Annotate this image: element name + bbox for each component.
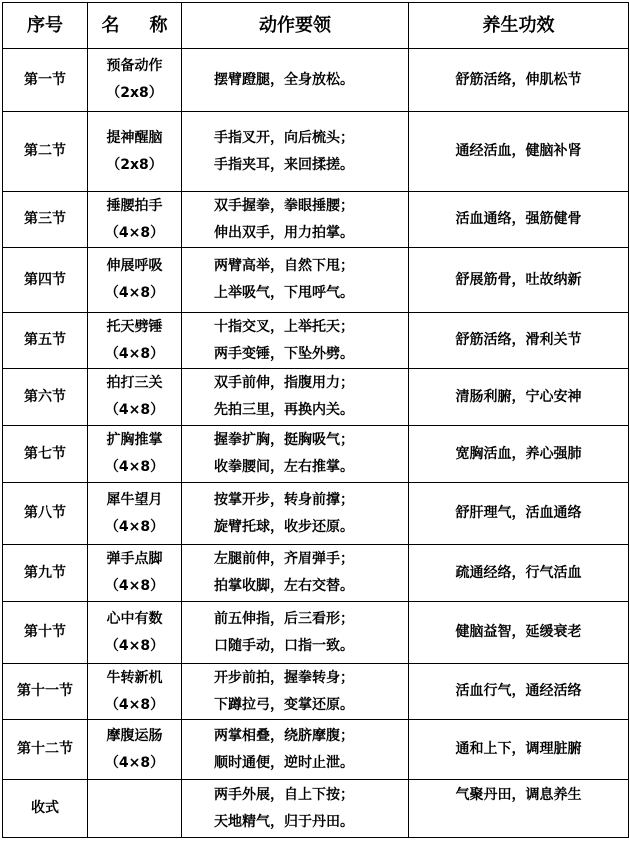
section-cell: 第二节 (3, 112, 88, 192)
content-line: 两臂高举，自然下甩； (214, 258, 354, 274)
content-line: 左腿前伸，齐眉弹手； (214, 551, 354, 567)
header-name-char2: 称 (149, 15, 168, 36)
effect-cell (409, 369, 629, 426)
table-row (3, 780, 629, 838)
content-line: 先拍三里，再换内关。 (214, 402, 354, 418)
content-line: 摆臂蹬腿，全身放松。 (214, 71, 354, 88)
content-line: 握拳扩胸，挺胸吸气； (214, 432, 354, 448)
effect-cell (409, 192, 629, 248)
content-cell (182, 602, 409, 664)
exercise-name: 伸展呼吸 (106, 258, 163, 274)
section-cell: 第十一节 (3, 664, 88, 720)
table-row (3, 112, 629, 192)
content-line: 双手握拳，拳眼捶腰； (214, 197, 354, 214)
table-row (3, 483, 629, 545)
content-cell (182, 369, 409, 426)
effect-text: 气聚丹田，调息养生 (455, 787, 582, 803)
effect-text: 通和上下，调理脏腑 (455, 741, 582, 757)
content-cell (182, 112, 409, 192)
exercise-name: 弹手点脚 (106, 551, 163, 567)
content-line: 口随手动，口指一致。 (214, 637, 354, 654)
effect-cell (409, 483, 629, 545)
content-line: 手指夹耳，来回揉搓。 (214, 156, 354, 173)
table-row (3, 720, 629, 780)
header-effect: 养生功效 (409, 3, 629, 49)
table-row (3, 49, 629, 112)
section-cell: 第五节 (3, 313, 88, 369)
section-cell: 第七节 (3, 426, 88, 483)
name-cell (88, 313, 182, 369)
name-cell (88, 192, 182, 248)
effect-text: 舒肝理气，活血通络 (455, 505, 582, 521)
effect-text: 舒筋活络，滑利关节 (455, 332, 582, 348)
exercise-count: （4×8） (104, 578, 165, 594)
effect-cell (409, 780, 629, 838)
content-line: 两手外展，自上下按； (214, 786, 354, 803)
exercise-count: （4×8） (104, 518, 165, 535)
exercise-name: 心中有数 (106, 610, 163, 627)
exercise-name: 摩腹运肠 (106, 727, 163, 744)
content-line: 按掌开步，转身前撑； (214, 491, 354, 508)
effect-cell (409, 248, 629, 313)
exercise-name: 提神醒脑 (106, 129, 163, 146)
exercise-name: 预备动作 (106, 58, 163, 74)
content-cell (182, 664, 409, 720)
exercise-table (2, 2, 629, 838)
name-cell (88, 369, 182, 426)
table-row (3, 192, 629, 248)
effect-text: 通经活血，健脑补肾 (455, 143, 582, 159)
table-row (3, 664, 629, 720)
section-cell: 第十节 (3, 602, 88, 664)
content-line: 旋臂托球，收步还原。 (214, 518, 354, 535)
effect-text: 宽胸活血，养心强肺 (455, 445, 582, 462)
header-sequence: 序号 (3, 3, 88, 49)
content-cell (182, 545, 409, 602)
content-line: 两手变锤，下坠外劈。 (214, 345, 354, 362)
effect-cell (409, 49, 629, 112)
content-cell (182, 426, 409, 483)
content-cell (182, 720, 409, 780)
name-cell (88, 49, 182, 112)
content-line: 十指交叉，上举托天； (214, 318, 354, 335)
content-cell (182, 313, 409, 369)
table-row (3, 313, 629, 369)
header-name (88, 3, 182, 49)
effect-text: 活血行气，通经活络 (455, 683, 582, 699)
effect-text: 活血通络，强筋健骨 (455, 211, 582, 227)
content-line: 伸出双手，用力拍掌。 (214, 224, 354, 241)
exercise-name: 扩胸推掌 (106, 432, 163, 448)
exercise-name: 拍打三关 (106, 375, 163, 391)
content-cell (182, 483, 409, 545)
effect-cell (409, 313, 629, 369)
content-line: 下蹲拉弓，变掌还原。 (214, 696, 354, 713)
content-line: 两掌相叠，绕脐摩腹； (214, 727, 354, 744)
effect-text: 健脑益智，延缓衰老 (455, 624, 582, 640)
name-cell (88, 602, 182, 664)
name-cell (88, 248, 182, 313)
section-cell: 第六节 (3, 369, 88, 426)
exercise-count: （4×8） (104, 285, 165, 301)
header-content: 动作要领 (182, 3, 409, 49)
content-line: 双手前伸，指腹用力； (214, 375, 354, 391)
content-line: 前五伸指，后三看形； (214, 610, 354, 627)
effect-text: 疏通经络，行气活血 (455, 564, 582, 581)
effect-text: 清肠利腑，宁心安神 (455, 388, 582, 405)
effect-text: 舒筋活络，伸肌松节 (455, 71, 582, 88)
exercise-name: 牛转新机 (106, 669, 163, 686)
table-row (3, 369, 629, 426)
effect-cell (409, 664, 629, 720)
exercise-count: （4×8） (104, 459, 165, 475)
section-cell: 第八节 (3, 483, 88, 545)
name-cell (88, 720, 182, 780)
effect-cell (409, 112, 629, 192)
exercise-count: （4×8） (104, 754, 165, 771)
exercise-count: （4×8） (104, 224, 165, 241)
effect-cell (409, 545, 629, 602)
effect-text: 舒展筋骨，吐故纳新 (455, 271, 582, 288)
section-cell: 第九节 (3, 545, 88, 602)
exercise-name: 托天劈锤 (106, 318, 163, 335)
exercise-name: 犀牛望月 (106, 491, 163, 508)
name-cell (88, 664, 182, 720)
section-cell: 第十二节 (3, 720, 88, 780)
content-cell (182, 192, 409, 248)
exercise-count: （4×8） (104, 637, 165, 654)
name-cell (88, 426, 182, 483)
content-line: 上举吸气，下甩呼气。 (214, 285, 354, 301)
exercise-count: （4×8） (104, 345, 165, 362)
exercise-count: （2x8） (106, 156, 163, 173)
section-cell: 第三节 (3, 192, 88, 248)
effect-cell (409, 602, 629, 664)
name-cell (88, 545, 182, 602)
table-row (3, 426, 629, 483)
content-cell (182, 248, 409, 313)
content-line: 顺时通便，逆时止泄。 (214, 754, 354, 771)
section-cell: 第四节 (3, 248, 88, 313)
table-row (3, 602, 629, 664)
content-cell (182, 780, 409, 838)
content-line: 拍掌收脚，左右交替。 (214, 578, 354, 594)
header-name-char1: 名 (101, 15, 120, 36)
exercise-count: （4×8） (104, 696, 165, 713)
exercise-count: （4×8） (104, 402, 165, 418)
content-line: 开步前拍，握拳转身； (214, 669, 354, 686)
section-cell: 收式 (3, 780, 88, 838)
effect-cell (409, 426, 629, 483)
effect-cell (409, 720, 629, 780)
content-line: 收拳腰间，左右推掌。 (214, 459, 354, 475)
section-cell: 第一节 (3, 49, 88, 112)
name-cell (88, 483, 182, 545)
name-cell (88, 780, 182, 838)
content-line: 天地精气，归于丹田。 (214, 813, 354, 830)
exercise-name: 捶腰拍手 (106, 197, 163, 214)
exercise-count: （2x8） (106, 85, 163, 101)
table-row (3, 248, 629, 313)
name-cell (88, 112, 182, 192)
content-cell (182, 49, 409, 112)
table-row (3, 545, 629, 602)
content-line: 手指叉开，向后梳头； (214, 129, 354, 146)
header-row (3, 3, 629, 49)
